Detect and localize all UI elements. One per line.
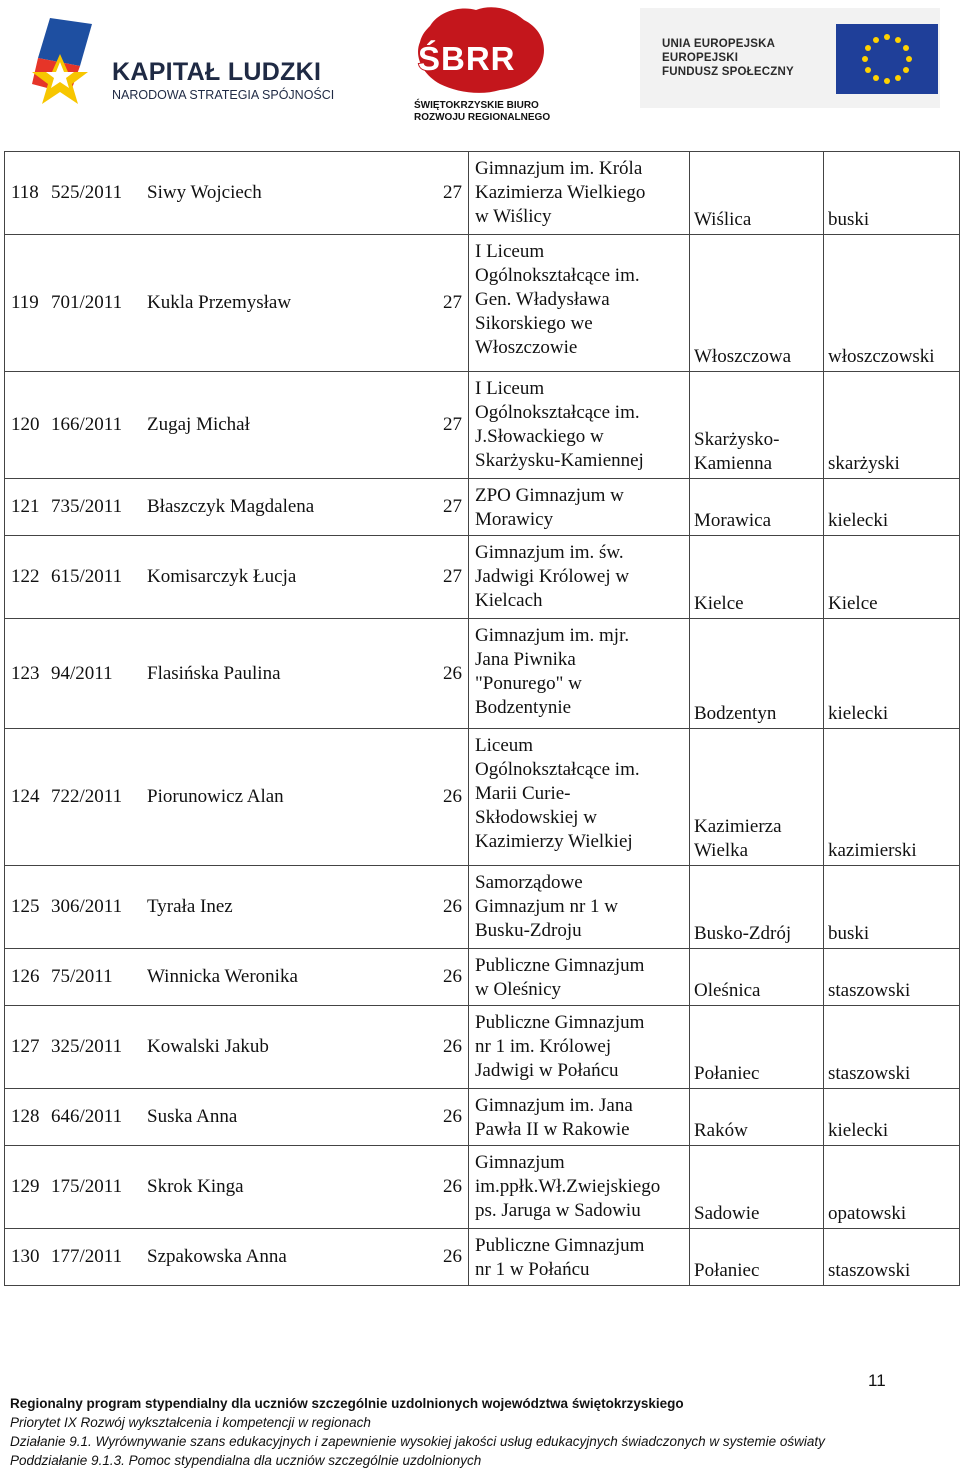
school-line: I Liceum <box>475 241 545 262</box>
student-cell <box>5 866 469 949</box>
student-cell <box>5 1146 469 1229</box>
county-cell: staszowski <box>824 1006 960 1089</box>
town-cell <box>690 536 824 619</box>
school-cell <box>469 536 690 619</box>
school-line: Skarżysku-Kamiennej <box>475 450 644 471</box>
town-cell <box>690 619 824 729</box>
town-line: Raków <box>694 1120 748 1141</box>
school-cell <box>469 152 690 235</box>
row-number: 130 <box>11 1246 40 1267</box>
school-line: Publiczne Gimnazjum <box>475 955 645 976</box>
points: 27 <box>443 566 462 587</box>
school-line: Busku-Zdroju <box>475 920 582 941</box>
school-cell <box>469 1229 690 1286</box>
points: 26 <box>443 1246 462 1267</box>
school-cell <box>469 479 690 536</box>
student-name: Siwy Wojciech <box>147 182 262 203</box>
town-cell <box>690 949 824 1006</box>
school-line: Sikorskiego we <box>475 313 593 334</box>
county-cell: kazimierski <box>824 729 960 866</box>
points: 26 <box>443 1176 462 1197</box>
student-name: Kukla Przemysław <box>147 292 292 313</box>
school-line: Ogólnokształcące im. <box>475 265 640 286</box>
table-body <box>5 152 960 1286</box>
table-row <box>5 619 960 729</box>
table-row <box>5 1229 960 1286</box>
row-number: 129 <box>11 1176 40 1197</box>
registration-number: 94/2011 <box>51 662 113 684</box>
table-row <box>5 372 960 479</box>
town-line: Wielka <box>694 840 749 861</box>
student-name: Komisarczyk Łucja <box>147 566 297 587</box>
town-line: Oleśnica <box>694 980 761 1001</box>
school-line: w Oleśnicy <box>475 979 562 1000</box>
school-line: Włoszczowie <box>475 337 578 358</box>
school-line: ZPO Gimnazjum w <box>475 485 624 506</box>
kapital-ludzki-title: KAPITAŁ LUDZKI <box>112 58 322 86</box>
school-cell <box>469 866 690 949</box>
table-row <box>5 949 960 1006</box>
sbrr-caption-line1: ŚWIĘTOKRZYSKIE BIURO <box>414 100 539 111</box>
county-cell: opatowski <box>824 1146 960 1229</box>
student-cell <box>5 949 469 1006</box>
town-line: Bodzentyn <box>694 703 777 724</box>
school-line: Jadwigi Królowej w <box>475 566 630 587</box>
points: 26 <box>443 966 462 987</box>
town-line: Morawica <box>694 510 772 531</box>
school-line: Ogólnokształcące im. <box>475 402 640 423</box>
points: 27 <box>443 292 462 313</box>
school-line: "Ponurego" w <box>475 673 582 694</box>
row-number: 126 <box>11 966 40 987</box>
school-cell <box>469 949 690 1006</box>
county-cell: skarżyski <box>824 372 960 479</box>
school-line: Gimnazjum im. Jana <box>475 1095 633 1116</box>
registration-number: 735/2011 <box>51 496 123 517</box>
row-number: 122 <box>11 566 40 587</box>
registration-number: 75/2011 <box>51 966 113 987</box>
student-name: Tyrała Inez <box>147 896 233 917</box>
student-cell <box>5 1229 469 1286</box>
county-cell: staszowski <box>824 949 960 1006</box>
student-name: Kowalski Jakub <box>147 1036 269 1057</box>
student-name: Błaszczyk Magdalena <box>147 496 315 517</box>
town-line: Kazimierza <box>694 816 782 837</box>
town-cell <box>690 372 824 479</box>
county-cell: kielecki <box>824 479 960 536</box>
registration-number: 306/2011 <box>51 896 123 917</box>
points: 26 <box>443 786 462 807</box>
town-cell <box>690 152 824 235</box>
school-line: Gimnazjum im. Króla <box>475 158 643 179</box>
student-cell <box>5 372 469 479</box>
town-cell <box>690 1006 824 1089</box>
student-name: Winnicka Weronika <box>147 966 298 987</box>
table-row <box>5 479 960 536</box>
town-line: Wiślica <box>694 209 752 230</box>
row-number: 127 <box>11 1036 40 1057</box>
school-line: Kazimierza Wielkiego <box>475 182 646 203</box>
row-number: 121 <box>11 496 40 517</box>
school-cell <box>469 1006 690 1089</box>
town-cell <box>690 1089 824 1146</box>
table-row <box>5 536 960 619</box>
school-line: Marii Curie- <box>475 783 571 804</box>
registration-number: 646/2011 <box>51 1106 123 1127</box>
school-cell <box>469 729 690 866</box>
student-cell <box>5 235 469 372</box>
table-row <box>5 152 960 235</box>
page-number: 11 <box>868 1371 886 1390</box>
town-line: Połaniec <box>694 1260 760 1281</box>
points: 26 <box>443 1106 462 1127</box>
table-row <box>5 1089 960 1146</box>
school-line: Liceum <box>475 735 534 756</box>
town-cell <box>690 479 824 536</box>
table-row <box>5 866 960 949</box>
student-name: Suska Anna <box>147 1106 238 1127</box>
town-line: Kamienna <box>694 453 773 474</box>
town-line: Skarżysko- <box>694 429 780 450</box>
school-line: w Wiślicy <box>475 206 552 227</box>
town-cell <box>690 866 824 949</box>
school-cell <box>469 619 690 729</box>
registration-number: 525/2011 <box>51 182 123 203</box>
school-cell <box>469 235 690 372</box>
school-line: Jana Piwnika <box>475 649 576 670</box>
student-name: Szpakowska Anna <box>147 1246 287 1267</box>
eu-flag-icon <box>836 24 938 94</box>
registration-number: 701/2011 <box>51 292 123 313</box>
points: 27 <box>443 182 462 203</box>
row-number: 128 <box>11 1106 40 1127</box>
school-line: Ogólnokształcące im. <box>475 759 640 780</box>
school-line: J.Słowackiego w <box>475 426 604 447</box>
scholarship-table <box>4 151 960 1286</box>
eu-caption-line3: FUNDUSZ SPOŁECZNY <box>662 66 794 78</box>
points: 26 <box>443 1036 462 1057</box>
kapital-ludzki-star-icon <box>30 14 108 110</box>
school-line: Gimnazjum nr 1 w <box>475 896 619 917</box>
school-line: Pawła II w Rakowie <box>475 1119 630 1140</box>
row-number: 120 <box>11 414 40 435</box>
eu-logo <box>640 8 940 108</box>
student-cell <box>5 729 469 866</box>
town-cell <box>690 729 824 866</box>
county-cell: kielecki <box>824 619 960 729</box>
school-line: Publiczne Gimnazjum <box>475 1012 645 1033</box>
student-cell <box>5 152 469 235</box>
row-number: 125 <box>11 896 40 917</box>
student-name: Zugaj Michał <box>147 414 250 435</box>
registration-number: 615/2011 <box>51 566 123 587</box>
row-number: 123 <box>11 662 40 684</box>
points: 27 <box>443 414 462 435</box>
town-line: Busko-Zdrój <box>694 923 792 944</box>
town-cell <box>690 1146 824 1229</box>
town-line: Kielce <box>694 593 744 614</box>
registration-number: 325/2011 <box>51 1036 123 1057</box>
points: 26 <box>443 896 462 917</box>
school-line: Gimnazjum im. mjr. <box>475 625 630 646</box>
footer-program-line: Regionalny program stypendialny dla uczniów szczególnie uzdolnionych województwa świętokrzyskiego <box>10 1396 684 1411</box>
town-cell <box>690 235 824 372</box>
county-cell: kielecki <box>824 1089 960 1146</box>
student-name: Flasińska Paulina <box>147 662 281 684</box>
footer-priority-line: Priorytet IX Rozwój wykształcenia i kompetencji w regionach <box>10 1415 371 1430</box>
school-line: Publiczne Gimnazjum <box>475 1235 645 1256</box>
registration-number: 177/2011 <box>51 1246 123 1267</box>
row-number: 119 <box>11 292 39 313</box>
registration-number: 166/2011 <box>51 414 123 435</box>
school-line: Bodzentynie <box>475 697 572 718</box>
school-line: Skłodowskiej w <box>475 807 597 828</box>
county-cell: staszowski <box>824 1229 960 1286</box>
county-cell: Kielce <box>824 536 960 619</box>
row-number: 124 <box>11 786 40 807</box>
eu-caption-line2: EUROPEJSKI <box>662 52 739 64</box>
student-cell <box>5 1006 469 1089</box>
sbrr-caption-line2: ROZWOJU REGIONALNEGO <box>414 112 551 123</box>
school-cell <box>469 372 690 479</box>
student-name: Piorunowicz Alan <box>147 786 284 807</box>
school-line: Samorządowe <box>475 872 583 893</box>
school-cell <box>469 1089 690 1146</box>
school-line: I Liceum <box>475 378 545 399</box>
registration-number: 175/2011 <box>51 1176 123 1197</box>
school-line: im.ppłk.Wł.Zwiejskiego <box>475 1176 661 1197</box>
kapital-ludzki-subtitle: NARODOWA STRATEGIA SPÓJNOŚCI <box>112 88 335 102</box>
registration-number: 722/2011 <box>51 786 123 807</box>
row-number: 118 <box>11 182 39 203</box>
school-line: Jadwigi w Połańcu <box>475 1060 619 1081</box>
sbrr-logo <box>400 4 560 124</box>
school-line: Morawicy <box>475 509 554 530</box>
student-cell <box>5 1089 469 1146</box>
sbrr-wordmark: ŚBRR <box>418 40 516 77</box>
table-row <box>5 729 960 866</box>
school-line: nr 1 im. Królowej <box>475 1036 612 1057</box>
school-line: Gen. Władysława <box>475 289 610 310</box>
school-line: Gimnazjum <box>475 1152 565 1173</box>
footer-subaction-line: Poddziałanie 9.1.3. Pomoc stypendialna dla uczniów szczególnie uzdolnionych <box>10 1453 482 1468</box>
school-line: nr 1 w Połańcu <box>475 1259 590 1280</box>
eu-caption-line1: UNIA EUROPEJSKA <box>662 38 776 50</box>
town-line: Sadowie <box>694 1203 760 1224</box>
county-cell: buski <box>824 866 960 949</box>
student-cell <box>5 479 469 536</box>
points: 26 <box>443 662 462 684</box>
table-row <box>5 235 960 372</box>
school-line: Kazimierzy Wielkiej <box>475 831 633 852</box>
points: 27 <box>443 496 462 517</box>
school-line: Kielcach <box>475 590 543 611</box>
town-line: Połaniec <box>694 1063 760 1084</box>
table-row <box>5 1006 960 1089</box>
student-name: Skrok Kinga <box>147 1176 244 1197</box>
page-footer <box>10 1394 955 1470</box>
student-cell <box>5 619 469 729</box>
county-cell: buski <box>824 152 960 235</box>
town-cell <box>690 1229 824 1286</box>
footer-action-line: Działanie 9.1. Wyrównywanie szans edukacyjnych i zapewnienie wysokiej jakości usług edukacyjnych świadczonych w systemie oświaty <box>10 1434 825 1449</box>
kapital-ludzki-logo <box>30 14 340 110</box>
page-header <box>0 0 960 130</box>
student-cell <box>5 536 469 619</box>
county-cell: włoszczowski <box>824 235 960 372</box>
school-line: Gimnazjum im. św. <box>475 542 624 563</box>
town-line: Włoszczowa <box>694 346 792 367</box>
table-row <box>5 1146 960 1229</box>
school-line: ps. Jaruga w Sadowiu <box>475 1200 641 1221</box>
school-cell <box>469 1146 690 1229</box>
